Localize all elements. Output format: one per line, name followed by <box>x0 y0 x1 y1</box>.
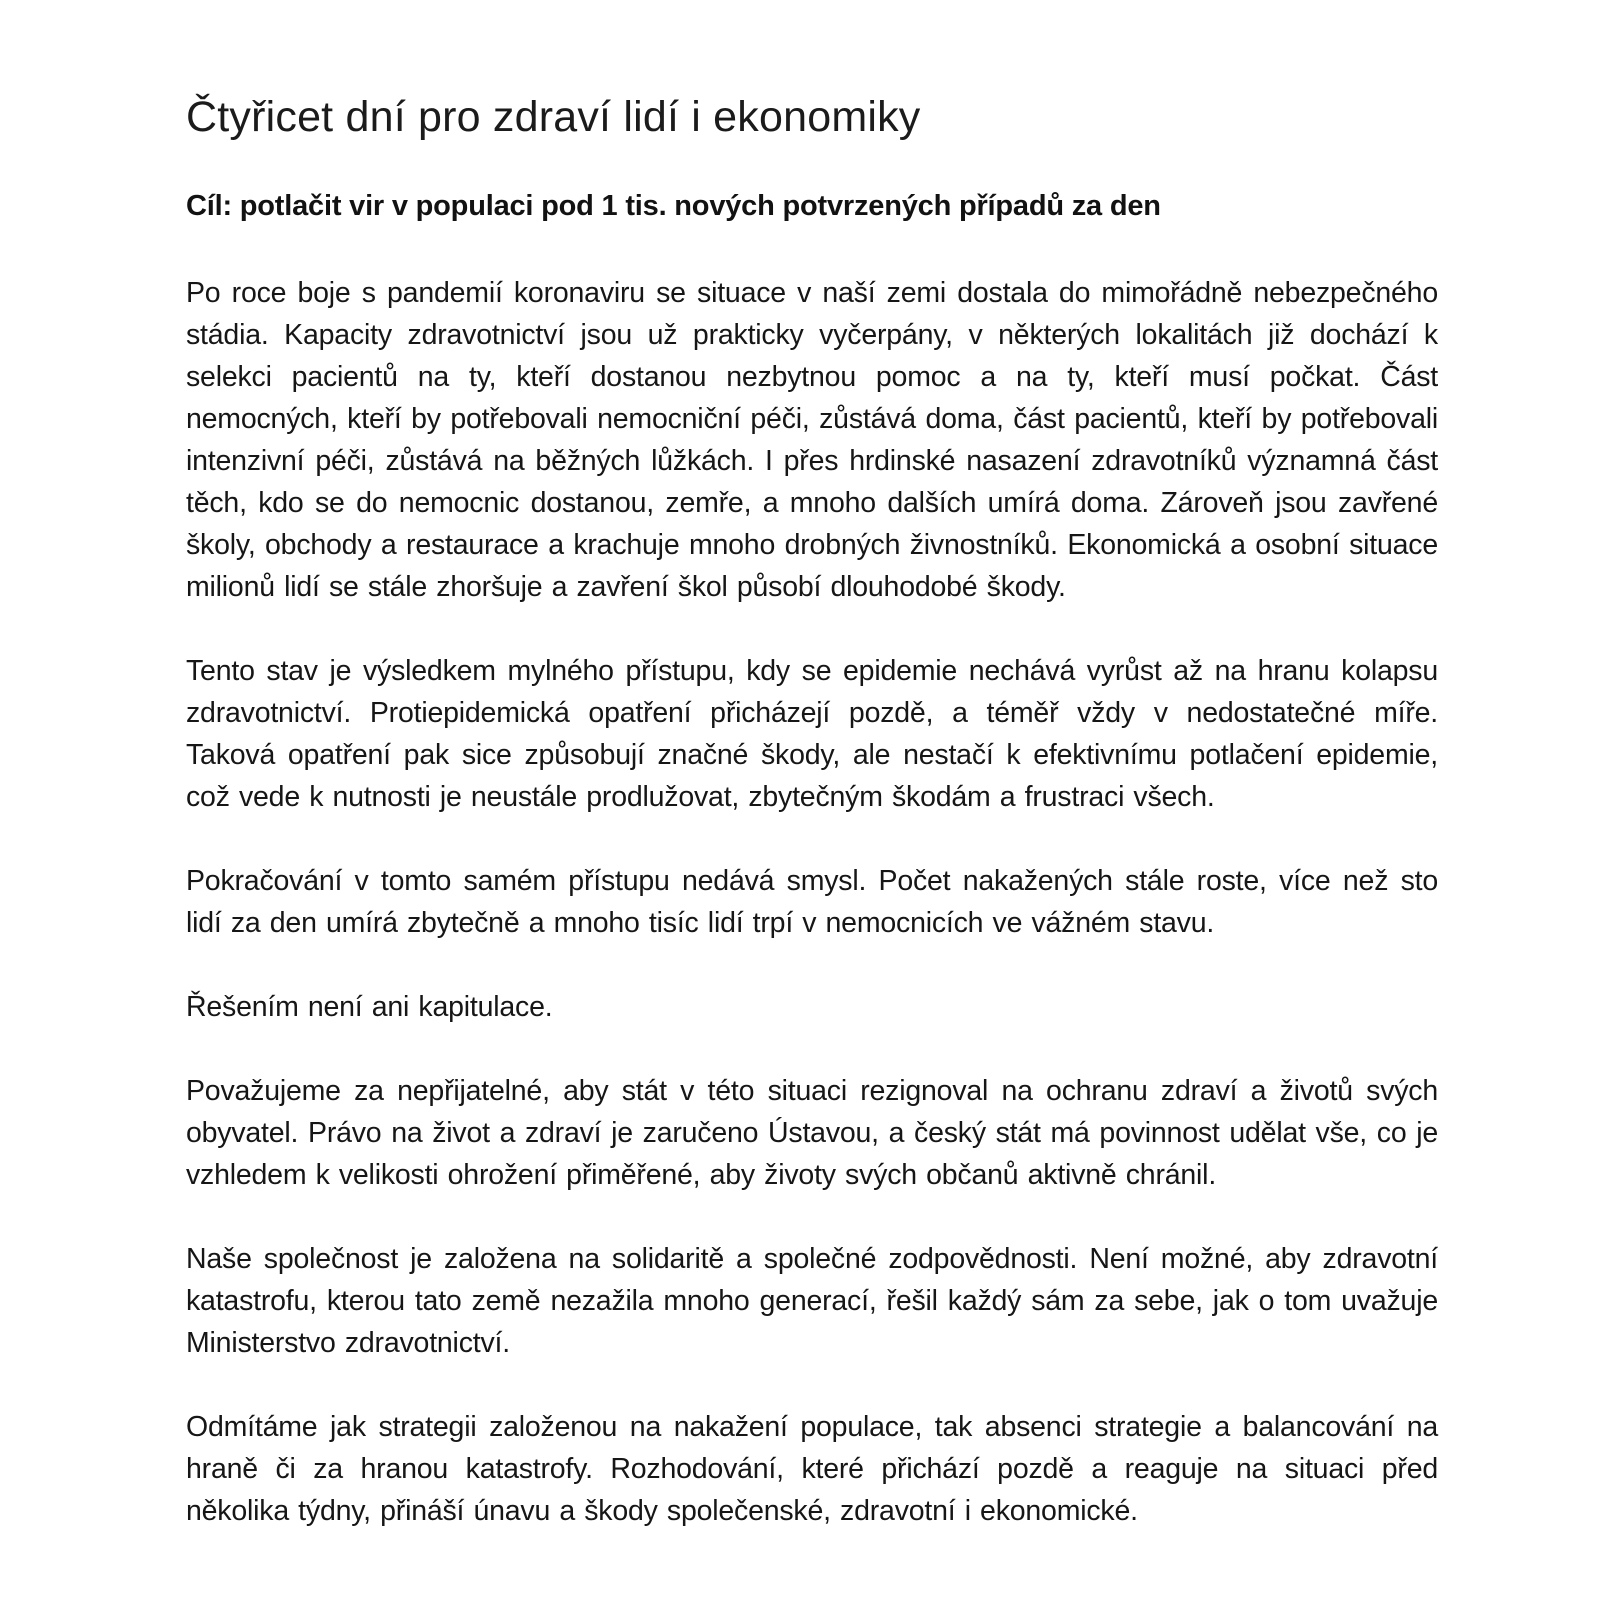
paragraph-rejection: Odmítáme jak strategii založenou na nakažení populace, tak absenci strategie a balancování na hraně či za hranou katastrofy. Rozhodování, které přichází pozdě a reaguje na situaci před několika týdny, přináší únavu a škody společenské, zdravotní i ekonomické. <box>186 1411 1438 1527</box>
document-subtitle: Cíl: potlačit vir v populaci pod 1 tis. nových potvrzených případů za den <box>186 190 1161 222</box>
document-title: Čtyřicet dní pro zdraví lidí i ekonomiky <box>186 93 921 141</box>
paragraph-solidarity: Naše společnost je založena na solidaritě a společné zodpovědnosti. Není možné, aby zdravotní katastrofu, kterou tato země nezažila mnoho generací, řešil každý sám za sebe, jak o tom uvažuje Ministerstvo zdravotnictví. <box>186 1243 1438 1359</box>
paragraph-state-duty: Považujeme za nepřijatelné, aby stát v této situaci rezignoval na ochranu zdraví a životů svých obyvatel. Právo na život a zdraví je zaručeno Ústavou, a český stát má povinnost udělat vše, co je vzhledem k velikosti ohrožení přiměřené, aby životy svých občanů aktivně chránil. <box>186 1075 1438 1191</box>
paragraph-wrong-approach: Tento stav je výsledkem mylného přístupu, kdy se epidemie nechává vyrůst až na hranu kolapsu zdravotnictví. Protiepidemická opatření přicházejí pozdě, a téměř vždy v nedostatečné míře. Taková opatření pak sice způsobují značné škody, ale nestačí k efektivnímu potlačení epidemie, což vede k nutnosti je neustále prodlužovat, zbytečným škodám a frustraci všech. <box>186 655 1438 813</box>
paragraph-situation: Po roce boje s pandemií koronaviru se situace v naší zemi dostala do mimořádně nebezpečného stádia. Kapacity zdravotnictví jsou už prakticky vyčerpány, v některých lokalitách již dochází k selekci pacientů na ty, kteří dostanou nezbytnou pomoc a na ty, kteří musí počkat. Část nemocných, kteří by potřebovali nemocniční péči, zůstává doma, část pacientů, kteří by potřebovali intenzivní péči, zůstává na běžných lůžkách. I přes hrdinské nasazení zdravotníků významná část těch, kdo se do nemocnic dostanou, zemře, a mnoho dalších umírá doma. Zároveň jsou zavřené školy, obchody a restaurace a krachuje mnoho drobných živnostníků. Ekonomická a osobní situace milionů lidí se stále zhoršuje a zavření škol působí dlouhodobé škody. <box>186 277 1438 603</box>
paragraph-no-sense: Pokračování v tomto samém přístupu nedává smysl. Počet nakažených stále roste, více než sto lidí za den umírá zbytečně a mnoho tisíc lidí trpí v nemocnicích ve vážném stavu. <box>186 865 1438 939</box>
paragraph-no-capitulation: Řešením není ani kapitulace. <box>186 991 553 1023</box>
